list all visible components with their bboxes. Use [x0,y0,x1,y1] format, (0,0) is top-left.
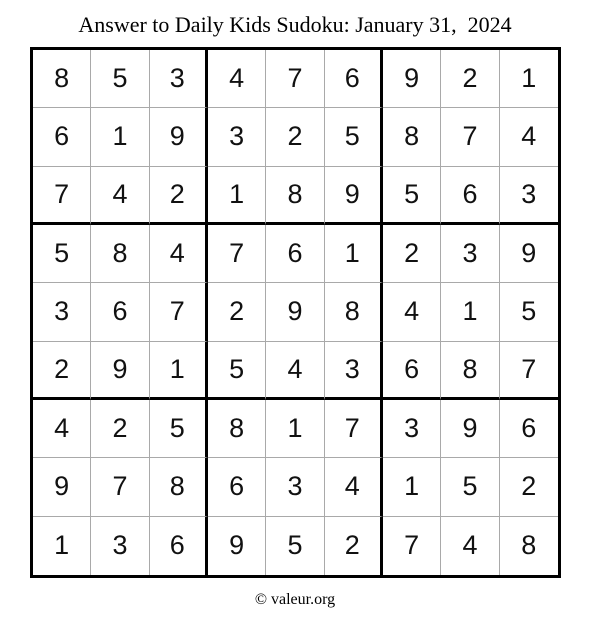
sudoku-cell: 2 [150,167,208,225]
sudoku-cell: 3 [383,400,441,458]
sudoku-cell: 3 [33,283,91,341]
sudoku-cell: 6 [500,400,558,458]
sudoku-cell: 3 [325,342,383,400]
sudoku-cell: 4 [441,517,499,575]
sudoku-cell: 5 [33,225,91,283]
sudoku-cell: 8 [208,400,266,458]
page-title: Answer to Daily Kids Sudoku: January 31, 2024 [78,12,512,37]
sudoku-cell: 6 [441,167,499,225]
sudoku-cell: 2 [33,342,91,400]
sudoku-cell: 5 [500,283,558,341]
sudoku-cell: 2 [91,400,149,458]
sudoku-cell: 4 [91,167,149,225]
sudoku-cell: 9 [441,400,499,458]
sudoku-cell: 7 [150,283,208,341]
sudoku-cell: 5 [383,167,441,225]
sudoku-cell: 7 [208,225,266,283]
sudoku-cell: 2 [383,225,441,283]
sudoku-cell: 9 [150,108,208,166]
sudoku-cell: 8 [266,167,324,225]
sudoku-cell: 9 [325,167,383,225]
sudoku-cell: 3 [500,167,558,225]
copyright-footer: © valeur.org [254,591,336,608]
sudoku-cell: 8 [383,108,441,166]
sudoku-cell: 6 [150,517,208,575]
sudoku-cell: 8 [325,283,383,341]
sudoku-cell: 1 [150,342,208,400]
sudoku-cell: 4 [383,283,441,341]
sudoku-cell: 1 [266,400,324,458]
sudoku-cell: 8 [91,225,149,283]
sudoku-cell: 2 [500,458,558,516]
sudoku-cell: 9 [33,458,91,516]
sudoku-cell: 8 [441,342,499,400]
sudoku-cell: 6 [91,283,149,341]
sudoku-cell: 5 [325,108,383,166]
sudoku-cell: 4 [500,108,558,166]
sudoku-cell: 2 [325,517,383,575]
sudoku-cell: 9 [208,517,266,575]
sudoku-cell: 7 [325,400,383,458]
sudoku-cell: 5 [91,50,149,108]
sudoku-cell: 1 [441,283,499,341]
sudoku-cell: 4 [208,50,266,108]
sudoku-cell: 3 [266,458,324,516]
sudoku-cell: 1 [500,50,558,108]
sudoku-cell: 8 [33,50,91,108]
sudoku-cell: 7 [266,50,324,108]
sudoku-cell: 2 [441,50,499,108]
sudoku-cell: 8 [150,458,208,516]
sudoku-cell: 2 [266,108,324,166]
sudoku-cell: 7 [500,342,558,400]
sudoku-cell: 8 [521,530,537,561]
sudoku-cell: 3 [441,225,499,283]
sudoku-cell: 1 [91,108,149,166]
sudoku-cell: 1 [33,517,91,575]
sudoku-cell: 7 [441,108,499,166]
sudoku-cell: 9 [383,50,441,108]
sudoku-cell: 1 [325,225,383,283]
sudoku-cell: 4 [266,342,324,400]
sudoku-cell: 5 [150,400,208,458]
sudoku-cell: 5 [266,517,324,575]
sudoku-cell: 7 [33,167,91,225]
sudoku-cell: 4 [33,400,91,458]
sudoku-cell: 6 [208,458,266,516]
sudoku-cell: 3 [150,50,208,108]
sudoku-cell: 9 [91,342,149,400]
sudoku-cell: 3 [91,517,149,575]
sudoku-cell: 7 [91,458,149,516]
sudoku-cell: 6 [33,108,91,166]
sudoku-cell: 5 [441,458,499,516]
sudoku-cell: 9 [500,225,558,283]
sudoku-cell: 1 [383,458,441,516]
sudoku-cell: 1 [208,167,266,225]
sudoku-cell: 6 [266,225,324,283]
sudoku-cell: 5 [208,342,266,400]
sudoku-cell: 3 [208,108,266,166]
sudoku-cell: 6 [383,342,441,400]
sudoku-cell: 4 [325,458,383,516]
sudoku-cell: 2 [208,283,266,341]
sudoku-cell: 4 [150,225,208,283]
sudoku-cell: 6 [325,50,383,108]
sudoku-cell: 7 [383,517,441,575]
sudoku-board [30,47,561,578]
sudoku-cell: 9 [266,283,324,341]
